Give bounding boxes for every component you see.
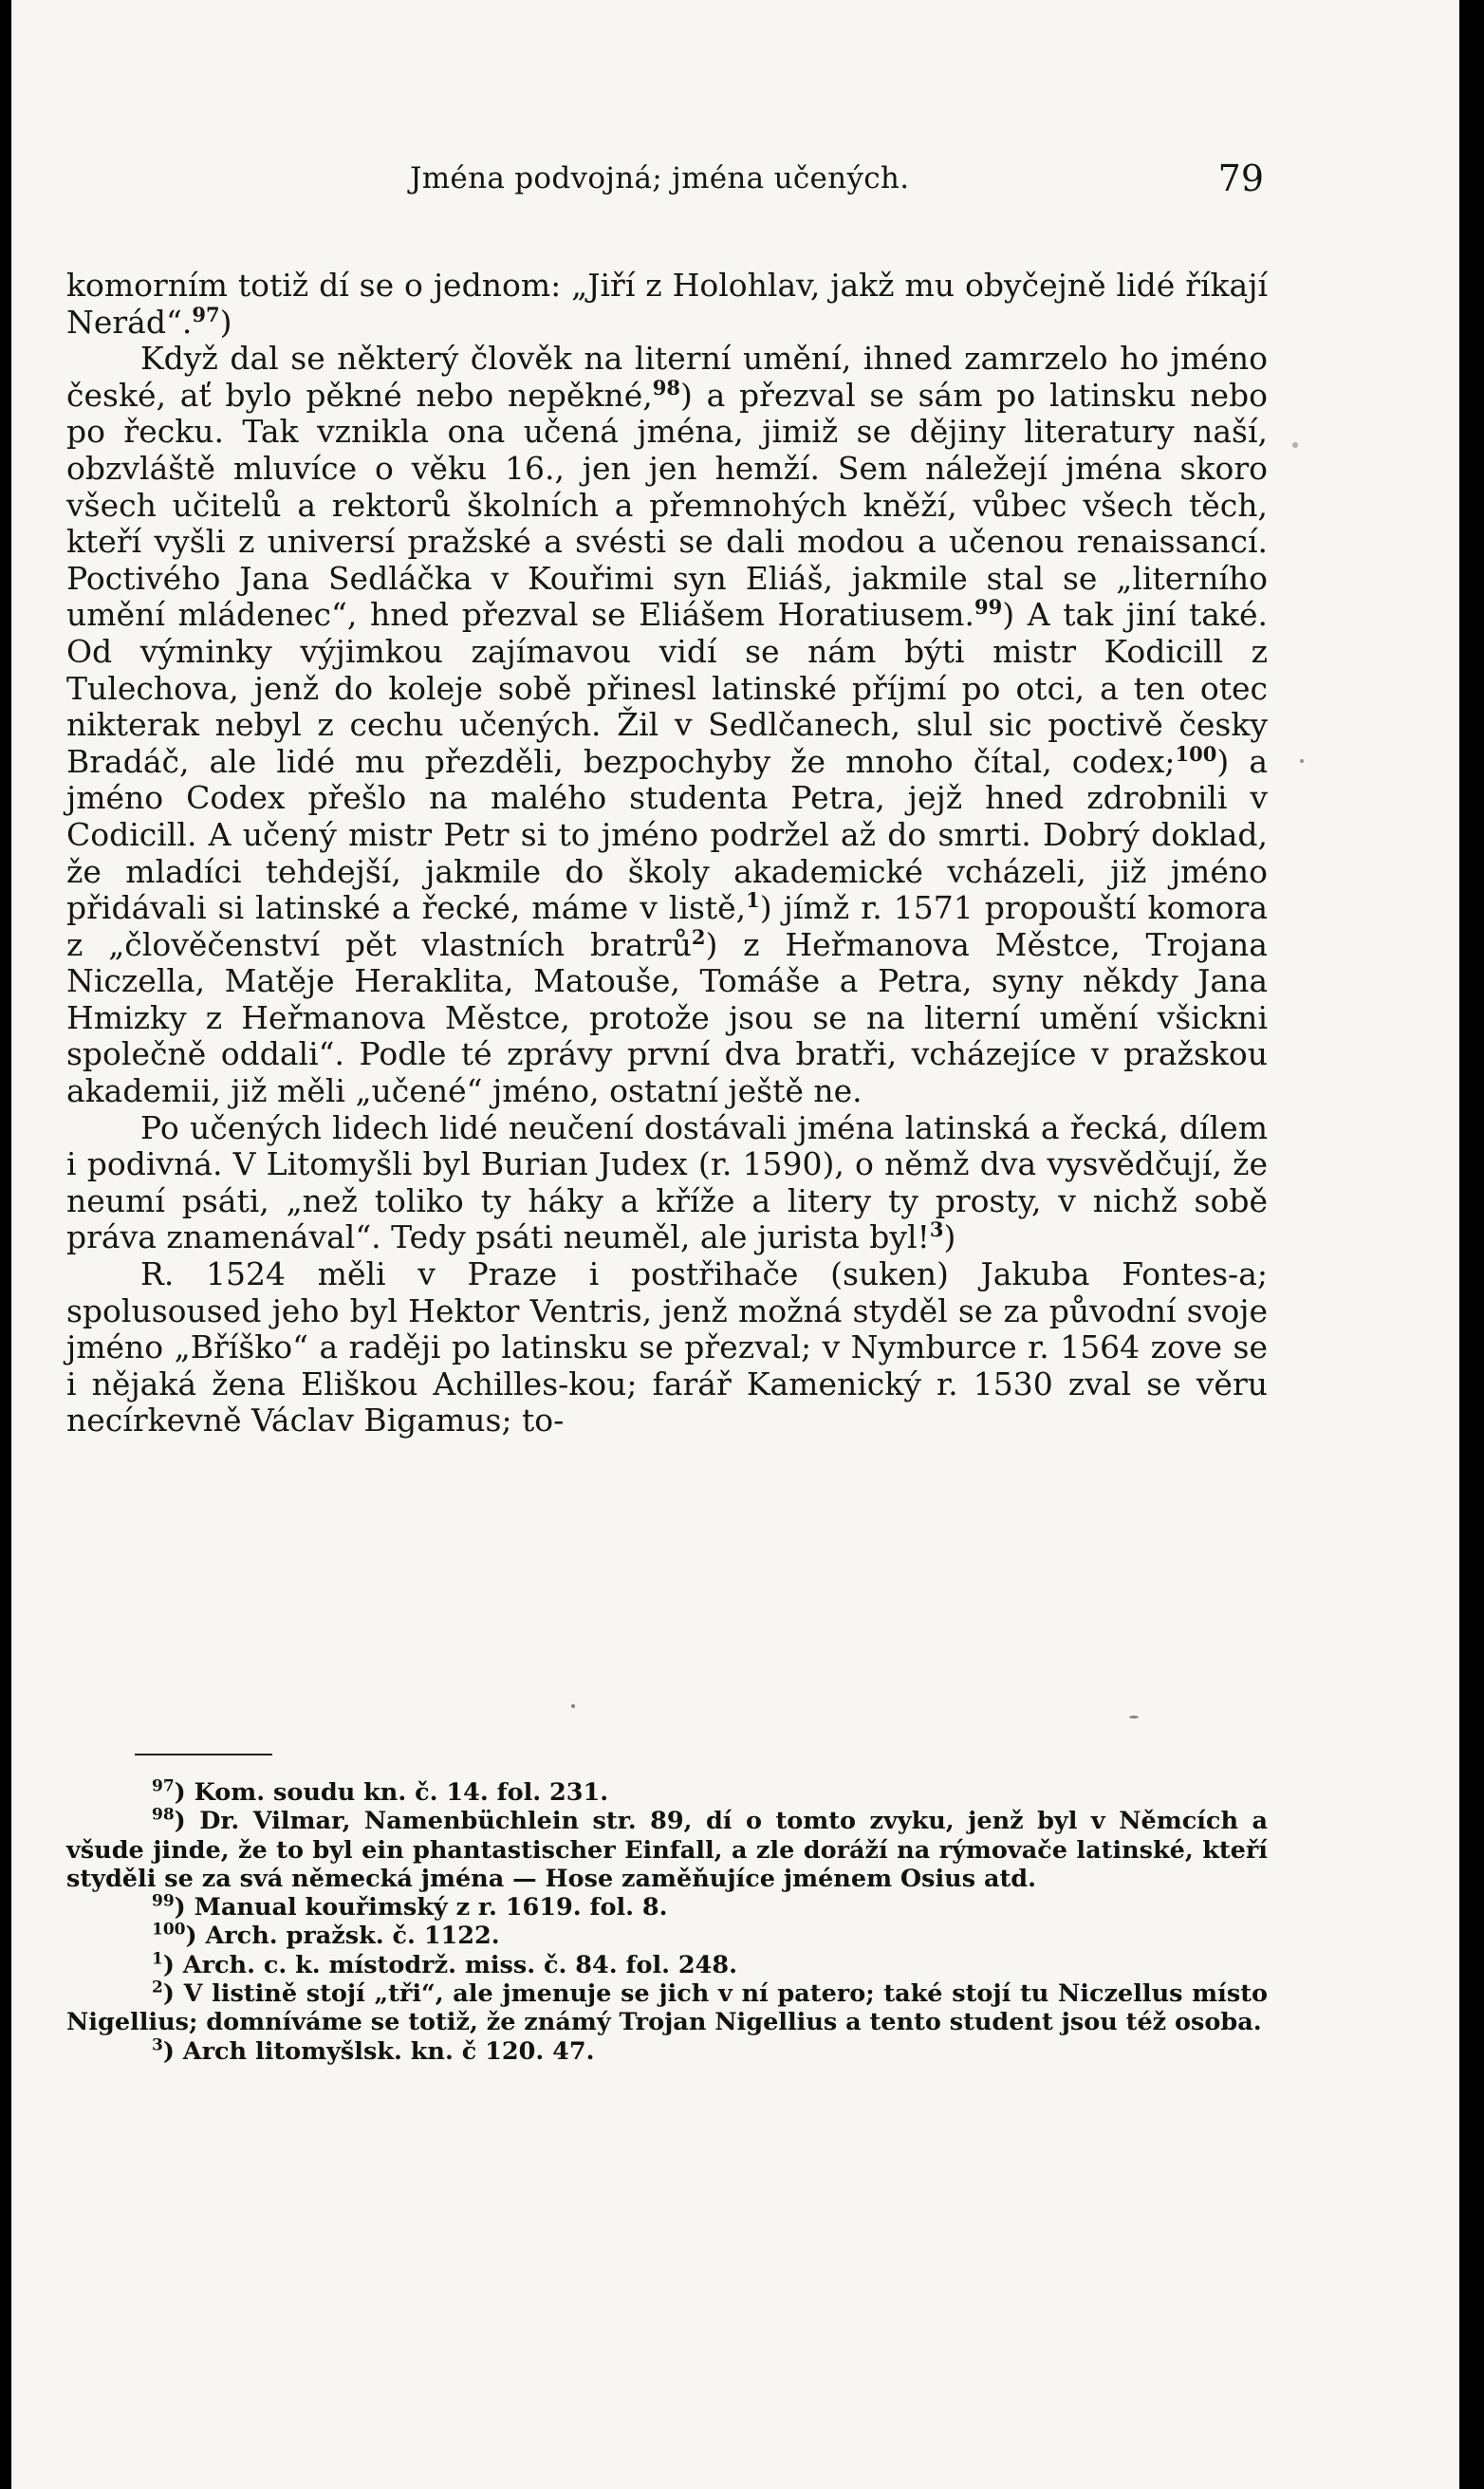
footnote-text: ) Dr. Vilmar, Namenbüchlein str. 89, dí o tomto zvyku, jenž byl v Němcích a všude jinde, že to byl ein phantastischer Einfall, a zle doráží na rýmovače latinské, kteří styděli se za svá německá jména — Hose zaměňujíce jménem Osius atd. xyxy=(66,1807,1268,1893)
print-speck xyxy=(1300,759,1304,763)
footnote xyxy=(66,2037,1268,2066)
footnote-reference: 3 xyxy=(929,1217,944,1242)
footnote-mark: 1 xyxy=(152,1949,163,1969)
footnote-text: ) Arch litomyšlsk. kn. č 120. 47. xyxy=(162,2036,595,2066)
footnote xyxy=(66,1979,1268,2037)
paragraph xyxy=(66,268,1268,341)
footnote-mark: 2 xyxy=(152,1978,163,1997)
footnote-text: ) Kom. soudu kn. č. 14. fol. 231. xyxy=(174,1778,609,1807)
paragraph-text: ) A tak jiní také. Od výminky výjimkou zajímavou vidí se nám býti mistr Kodicill z Tulechova, jenž do koleje sobě přinesl latinské příjmí po otci, a ten otec nikterak nebyl z cechu učených. Žil v Sedlčanech, slul sic poctivě česky Bradáč, ale lidé mu přezděli, bezpochyby že mnoho čítal, codex; xyxy=(66,596,1268,780)
paragraph xyxy=(66,341,1268,1109)
footnote xyxy=(66,1807,1268,1893)
paragraph-text: ) a přezval se sám po latinsku nebo po řecku. Tak vznikla ona učená jména, jimiž se dějiny literatury naší, obzvláště mluvíce o věku 16., jen jen hemží. Sem náležejí jména skoro všech učitelů a rektorů školních a přemnohých kněží, vůbec všech těch, kteří vyšli z universí pražské a svésti se dali modou a učenou renaissancí. Poctivého Jana Sedláčka v Kouřimi syn Eliáš, jakmile stal se „literního umění mládenec“, hned přezval se Eliášem Horatiusem. xyxy=(66,376,1269,634)
paragraph-text: ) jímž r. 1571 propouští komora z „člověčenství pět vlastních bratrů xyxy=(66,889,1268,963)
paragraph xyxy=(66,1110,1268,1256)
page-header xyxy=(68,158,1264,209)
footnote-reference: 100 xyxy=(1175,741,1217,766)
footnote-mark: 100 xyxy=(152,1920,186,1940)
paragraph-text: ) z Heřmanova Městce, Trojana Niczella, Matěje Heraklita, Matouše, Tomáše a Petra, syny někdy Jana Hmizky z Heřmanova Městce, protože jsou se na literní umění všickni společně oddali“. Podle té zprávy první dva bratři, vcházejíce v pražskou akademii, již měli „učené“ jméno, ostatní ještě ne. xyxy=(66,925,1268,1110)
footnote-reference: 2 xyxy=(691,924,706,949)
footnote-reference: 98 xyxy=(652,375,680,399)
paragraph xyxy=(66,1256,1268,1440)
print-speck xyxy=(571,1704,575,1708)
footnote-rule xyxy=(135,1754,272,1755)
paragraph-text: R. 1524 měli v Praze i postřihače (suken) Jakuba Fontes-a; spolusoused jeho byl Hektor Ventris, jenž možná styděl se za původní svoje jméno „Bříško“ a raději po latinsku se přezval; v Nymburce r. 1564 zove se i nějaká žena Eliškou Achilles-kou; farář Kamenický r. 1530 zval se věru necírkevně Václav Bigamus; to- xyxy=(66,1255,1268,1440)
footnote-mark: 97 xyxy=(152,1776,175,1796)
print-speck xyxy=(1292,442,1298,448)
print-speck xyxy=(1129,1716,1139,1718)
footnote xyxy=(66,1893,1268,1922)
footnote xyxy=(66,1951,1268,1979)
book-page xyxy=(11,0,1459,2489)
footnote-mark: 98 xyxy=(152,1805,175,1825)
footnotes xyxy=(66,1778,1268,2066)
footnote-reference: 97 xyxy=(192,302,220,326)
paragraph-text: Po učených lidech lidé neučení dostávali jména latinská a řecká, dílem i podivná. V Litomyšli byl Burian Judex (r. 1590), o němž dva vysvědčují, že neumí psáti, „než toliko ty háky a kříže a litery ty prosty, v nichž sobě práva znamenával“. Tedy psáti neuměl, ale jurista byl! xyxy=(66,1108,1268,1256)
paragraph-text: ) a jméno Codex přešlo na malého studenta Petra, jejž hned zdrobnili v Codicill. A učený mistr Petr si to jméno podržel až do smrti. Dobrý doklad, že mladíci tehdejší, jakmile do školy akademické vcházeli, již jméno přidávali si latinské a řecké, máme v listě, xyxy=(66,742,1269,927)
body-text xyxy=(66,268,1268,1440)
paragraph-text: komorním totiž dí se o jednom: „Jiří z Holohlav, jakž mu obyčejně lidé říkají Nerád“. xyxy=(66,267,1268,341)
footnote-text: ) Manual kouřimský z r. 1619. fol. 8. xyxy=(174,1893,668,1922)
footnote-mark: 3 xyxy=(152,2035,163,2055)
footnote xyxy=(66,1778,1268,1807)
page-number: 79 xyxy=(1217,158,1264,199)
footnote-text: ) Arch. c. k. místodrž. miss. č. 84. fol. 248. xyxy=(162,1950,738,1979)
paragraph-text: ) xyxy=(219,303,232,341)
paragraph-text: Když dal se některý člověk na literní umění, ihned zamrzelo ho jméno české, ať bylo pěkné nebo nepěkné, xyxy=(66,340,1268,414)
running-head: Jména podvojná; jména učených. xyxy=(410,161,910,195)
paragraph-text: ) xyxy=(943,1218,956,1256)
footnote-mark: 99 xyxy=(152,1891,175,1911)
footnote-text: ) V listině stojí „tři“, ale jmenuje se jich v ní patero; také stojí tu Niczellus místo Nigellius; domníváme se totiž, že známý Trojan Nigellius a tento student jsou též osoba. xyxy=(66,1979,1268,2037)
footnote xyxy=(66,1922,1268,1950)
footnote-reference: 1 xyxy=(746,888,760,913)
footnote-text: ) Arch. pražsk. č. 1122. xyxy=(185,1922,500,1951)
footnote-reference: 99 xyxy=(974,595,1003,620)
